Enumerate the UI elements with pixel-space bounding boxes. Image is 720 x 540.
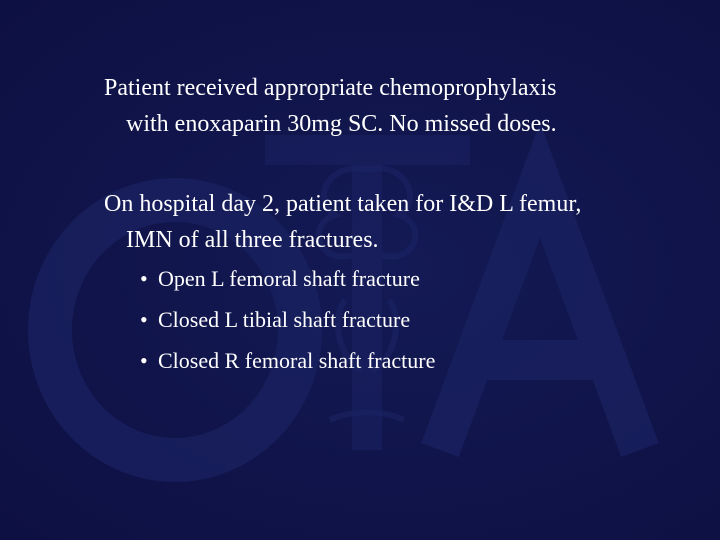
paragraph-surgery [104, 186, 581, 258]
bullet-icon: • [140, 266, 148, 291]
list-item-text: Closed R femoral shaft fracture [158, 348, 436, 373]
list-item [140, 258, 435, 299]
bullet-icon: • [140, 348, 148, 373]
paragraph-line: IMN of all three fractures. [126, 227, 379, 253]
paragraph-line: On hospital day 2, patient taken for I&D L femur, [104, 191, 582, 217]
list-item [140, 299, 435, 340]
list-item-text: Open L femoral shaft fracture [158, 266, 420, 291]
list-item [140, 340, 435, 381]
fracture-list [140, 258, 435, 381]
paragraph-line: with enoxaparin 30mg SC. No missed doses. [126, 111, 557, 137]
bullet-icon: • [140, 307, 148, 332]
paragraph-chemoprophylaxis [104, 70, 557, 142]
list-item-text: Closed L tibial shaft fracture [158, 307, 411, 332]
paragraph-line: Patient received appropriate chemoprophylaxis [104, 75, 557, 101]
